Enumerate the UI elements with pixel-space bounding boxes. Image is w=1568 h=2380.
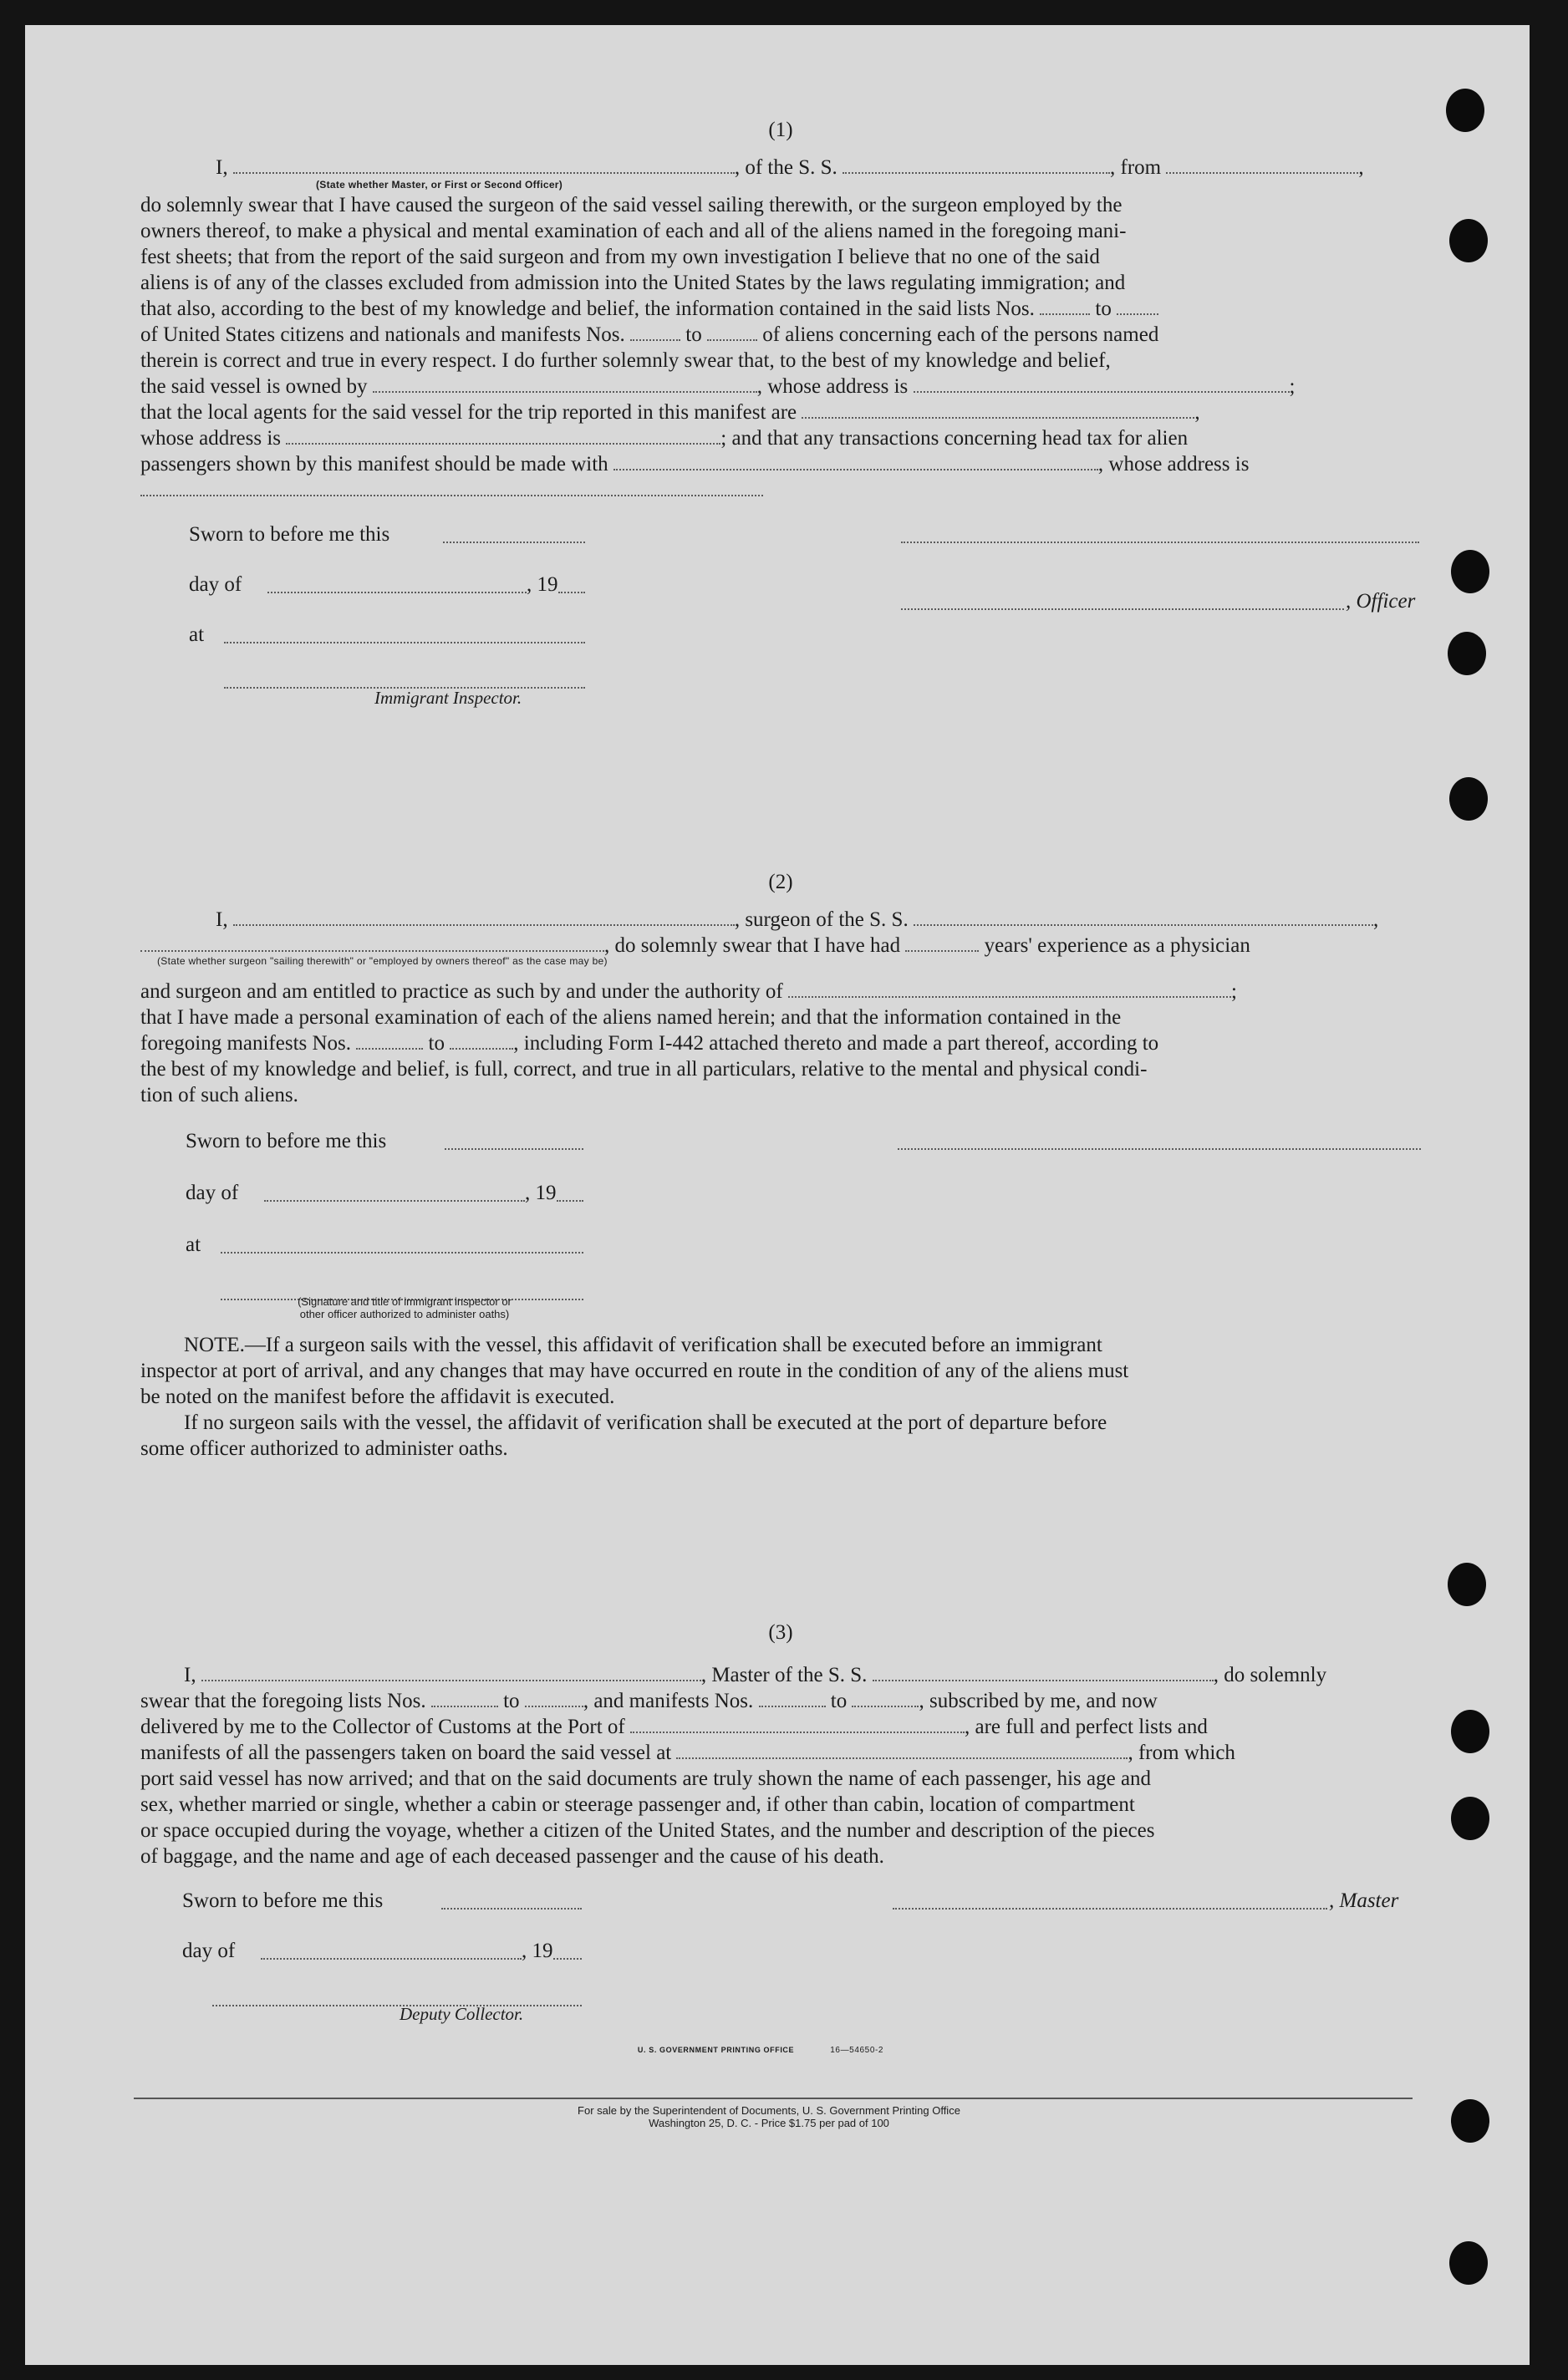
manifests-to-field[interactable] (707, 324, 757, 341)
para-text: , whose address is (1097, 453, 1250, 475)
from-label: , from (1110, 156, 1162, 179)
punch-hole (1451, 1797, 1489, 1840)
day-of-field[interactable] (261, 1943, 522, 1960)
years-experience-field[interactable] (905, 935, 979, 952)
punch-hole (1448, 632, 1486, 675)
day-of-label: day of (186, 1182, 239, 1204)
para-text: to (830, 1690, 848, 1712)
officer-title-field[interactable] (901, 593, 1344, 610)
section-number: (3) (768, 1621, 793, 1644)
i-label: I, (184, 1664, 196, 1686)
signature-caption (229, 1295, 580, 1320)
port-field[interactable] (630, 1716, 965, 1733)
note-text: inspector at port of arrival, and any changes that may have occurred en route in the condition of any of the aliens must (140, 1360, 1129, 1382)
para-text: , are full and perfect lists and (965, 1716, 1208, 1738)
para-line: aliens is of any of the classes excluded from admission into the United States by the laws regulating immigration; and (140, 272, 1126, 294)
para-text: the said vessel is owned by (140, 375, 368, 398)
master-label: , Master (1329, 1889, 1399, 1912)
at-label: at (186, 1233, 201, 1256)
lists-from-field[interactable] (1040, 298, 1090, 315)
master-signature-field[interactable] (893, 1893, 1327, 1910)
sworn-label: Sworn to before me this (189, 523, 390, 546)
para-text: to (503, 1690, 520, 1712)
para-text: to (1095, 298, 1112, 320)
sworn-day-field[interactable] (445, 1133, 583, 1150)
head-tax-contact-field[interactable] (613, 454, 1098, 470)
surgeon-signature-field[interactable] (898, 1133, 1421, 1150)
note-text: be noted on the manifest before the affidavit is executed. (140, 1386, 615, 1408)
year-field[interactable] (557, 1185, 583, 1202)
agents-address-field[interactable] (286, 428, 720, 445)
embarkation-port-field[interactable] (676, 1742, 1128, 1759)
para-text: and surgeon and am entitled to practice as such by and under the authority of (140, 980, 783, 1003)
lists-to-field[interactable] (525, 1691, 583, 1707)
para-line: fest sheets; that from the report of the said surgeon and from my own investigation I believe that no one of the said (140, 246, 1100, 268)
para-text: ; (1289, 375, 1296, 398)
para-text: , do solemnly swear that I have had (604, 934, 901, 957)
para-text: , do solemnly (1213, 1664, 1327, 1686)
master-name-field[interactable] (201, 1665, 701, 1681)
note (140, 1332, 1421, 1462)
caption-line: other officer authorized to administer oaths) (299, 1308, 510, 1320)
para-text: of United States citizens and nationals and manifests Nos. (140, 323, 625, 346)
sworn-label: Sworn to before me this (186, 1130, 387, 1152)
manifests-from-field[interactable] (759, 1691, 826, 1707)
para-line: owners thereof, to make a physical and mental examination of each and all of the aliens named in the foregoing mani- (140, 220, 1127, 242)
punch-hole (1449, 777, 1488, 821)
of-ss-label: , of the S. S. (734, 156, 837, 179)
owner-address-field[interactable] (914, 376, 1290, 393)
sale-line: Washington 25, D. C. - Price $1.75 per pad of 100 (649, 2117, 889, 2129)
punch-hole (1448, 1563, 1486, 1606)
caption-officer: (State whether Master, or First or Second Officer) (316, 179, 563, 191)
i-label: I, (216, 908, 228, 931)
inspector-label: Immigrant Inspector. (374, 688, 522, 708)
para-text: that also, according to the best of my knowledge and belief, the information contained in the said lists Nos. (140, 298, 1035, 320)
para-text: foregoing manifests Nos. (140, 1032, 352, 1055)
para-text: years' experience as a physician (984, 934, 1250, 957)
owner-field[interactable] (373, 376, 757, 393)
authority-field[interactable] (788, 981, 1231, 998)
master-of-label: , Master of the S. S. (700, 1664, 868, 1686)
year-label: , 19 (522, 1940, 553, 1962)
para-text: , including Form I-442 attached thereto and made a part thereof, according to (513, 1032, 1159, 1055)
punch-hole (1449, 219, 1488, 262)
local-agents-field[interactable] (802, 402, 1194, 419)
lists-to-field[interactable] (1117, 298, 1158, 315)
punch-hole (1449, 2241, 1488, 2285)
para-line: sex, whether married or single, whether a cabin or steerage passenger and, if other than cabin, location of compartment (140, 1793, 1135, 1816)
para-text: , subscribed by me, and now (919, 1690, 1158, 1712)
sworn-day-field[interactable] (443, 526, 585, 543)
departure-port-field[interactable] (1166, 157, 1358, 174)
para-text: ; (1231, 980, 1237, 1003)
surgeon-name-field[interactable] (233, 909, 735, 926)
para-line: do solemnly swear that I have caused the surgeon of the said vessel sailing therewith, or the surgeon employed by the (140, 194, 1123, 216)
para-text: to (685, 323, 702, 346)
para-text: delivered by me to the Collector of Customs at the Port of (140, 1716, 625, 1738)
form-page (25, 25, 1530, 2365)
para-text: , and manifests Nos. (583, 1690, 754, 1712)
footer-rule (134, 2098, 1413, 2099)
para-text: , (1194, 401, 1200, 424)
sworn-day-field[interactable] (441, 1893, 582, 1910)
vessel-name-field[interactable] (914, 909, 1373, 926)
at-place-field[interactable] (221, 1237, 583, 1254)
para-line: that I have made a personal examination of each of the aliens named herein; and that the information contained in the (140, 1006, 1122, 1029)
gpo-imprint (25, 2046, 1513, 2055)
para-text: to (428, 1032, 445, 1055)
sworn-label: Sworn to before me this (182, 1889, 384, 1912)
manifests-from-field[interactable] (630, 324, 680, 341)
form-code: 16—54650-2 (830, 2046, 884, 2055)
year-field[interactable] (558, 577, 585, 593)
day-of-label: day of (182, 1940, 236, 1962)
year-label: , 19 (525, 1182, 557, 1204)
gpo-text: U. S. GOVERNMENT PRINTING OFFICE (637, 2046, 795, 2054)
para-text: manifests of all the passengers taken on board the said vessel at (140, 1742, 672, 1764)
day-of-field[interactable] (264, 1185, 525, 1202)
i-label: I, (216, 156, 228, 179)
section-2 (140, 869, 1421, 1462)
deputy-label: Deputy Collector. (400, 2004, 524, 2024)
punch-hole (1451, 1710, 1489, 1753)
surgeon-status-field[interactable] (140, 935, 604, 952)
para-line: therein is correct and true in every respect. I do further solemnly swear that, to the best of my knowledge and belief, (140, 349, 1111, 372)
para-line: of baggage, and the name and age of each deceased passenger and the cause of his death. (140, 1845, 884, 1868)
para-text: passengers shown by this manifest should be made with (140, 453, 608, 475)
sale-notice (25, 2104, 1521, 2129)
officer-name-field[interactable] (233, 157, 735, 174)
note-text: —If a surgeon sails with the vessel, this affidavit of verification shall be executed before an immigrant (244, 1334, 1102, 1356)
para-line: port said vessel has now arrived; and that on the said documents are truly shown the name of each passenger, his age and (140, 1767, 1152, 1790)
punch-hole (1446, 89, 1484, 132)
section-1 (140, 117, 1421, 722)
at-label: at (189, 623, 205, 646)
manifests-to-field[interactable] (450, 1033, 513, 1050)
day-of-label: day of (189, 573, 242, 596)
para-text: of aliens concerning each of the persons named (762, 323, 1159, 346)
para-text: that the local agents for the said vessel for the trip reported in this manifest are (140, 401, 797, 424)
section-number: (1) (768, 119, 793, 141)
officer-label: , Officer (1346, 590, 1416, 613)
note-label: NOTE. (184, 1334, 245, 1356)
note-text: some officer authorized to administer oaths. (140, 1437, 508, 1460)
para-line: the best of my knowledge and belief, is full, correct, and true in all particulars, relative to the mental and physical condi- (140, 1058, 1148, 1081)
para-text: , whose address is (756, 375, 909, 398)
punch-hole (1451, 550, 1489, 593)
para-text: whose address is (140, 427, 282, 450)
head-tax-address-field[interactable] (140, 480, 763, 496)
section-number: (2) (768, 871, 793, 893)
sale-line: For sale by the Superintendent of Documents, U. S. Government Printing Office (578, 2104, 960, 2117)
officer-signature-field[interactable] (901, 526, 1419, 543)
para-line: or space occupied during the voyage, whether a citizen of the United States, and the number and description of the pieces (140, 1819, 1155, 1842)
year-label: , 19 (527, 573, 558, 596)
vessel-name-field[interactable] (873, 1665, 1214, 1681)
para-text: , from which (1128, 1742, 1235, 1764)
comma: , (1372, 908, 1379, 931)
manifests-from-field[interactable] (356, 1033, 423, 1050)
para-text: ; and that any transactions concerning head tax for alien (720, 427, 1189, 450)
vessel-name-field[interactable] (843, 157, 1110, 174)
manifests-to-field[interactable] (852, 1691, 919, 1707)
caption-line: (Signature and title of immigrant inspector or (298, 1295, 512, 1308)
caption-surgeon: (State whether surgeon "sailing therewith" or "employed by owners thereof" as the case may be) (157, 955, 608, 967)
section-3 (140, 1620, 1421, 2032)
year-field[interactable] (553, 1943, 582, 1960)
surgeon-of-label: , surgeon of the S. S. (734, 908, 909, 931)
comma: , (1358, 156, 1364, 179)
at-place-field[interactable] (224, 627, 585, 643)
note-text: If no surgeon sails with the vessel, the affidavit of verification shall be executed at the port of departure before (184, 1411, 1107, 1434)
deputy-signature-field[interactable] (212, 1990, 582, 2006)
para-text: swear that the foregoing lists Nos. (140, 1690, 426, 1712)
day-of-field[interactable] (267, 577, 527, 593)
lists-from-field[interactable] (431, 1691, 498, 1707)
para-line: tion of such aliens. (140, 1084, 298, 1106)
